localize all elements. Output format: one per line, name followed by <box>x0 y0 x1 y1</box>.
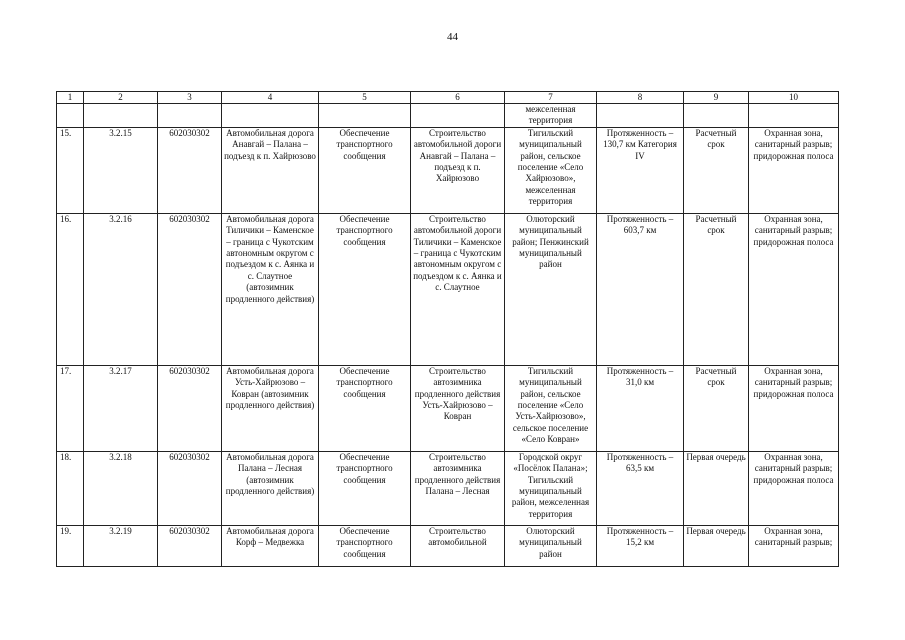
zones: Охранная зона, санитарный разрыв; придорожная полоса <box>749 213 839 365</box>
table-cell <box>84 104 158 128</box>
activity: Строительство автомобильной <box>411 525 505 566</box>
item-code: 3.2.17 <box>84 365 158 451</box>
timeline: Расчетный срок <box>684 127 749 213</box>
item-code: 3.2.18 <box>84 451 158 525</box>
table-row <box>57 451 839 525</box>
header-cell: 4 <box>222 92 319 104</box>
header-cell: 2 <box>84 92 158 104</box>
header-cell: 1 <box>57 92 84 104</box>
object-name: Автомобильная дорога Усть-Хайрюзово – Ковран (автозимник продленного действия) <box>222 365 319 451</box>
activity: Строительство автомобильной дороги Анавгай – Палана – подъезд к п. Хайрюзово <box>411 127 505 213</box>
purpose: Обеспечение транспортного сообщения <box>319 213 411 365</box>
table-cell <box>597 104 684 128</box>
row-number: 19. <box>57 525 84 566</box>
table-row <box>57 525 839 566</box>
object-name: Автомобильная дорога Анавгай – Палана – подъезд к п. Хайрюзово <box>222 127 319 213</box>
table-cell <box>158 104 222 128</box>
table-cell <box>749 104 839 128</box>
table-cell <box>684 104 749 128</box>
header-cell: 7 <box>505 92 597 104</box>
continuation-row <box>57 104 839 128</box>
item-code: 3.2.15 <box>84 127 158 213</box>
object-name: Автомобильная дорога Палана – Лесная (автозимник продленного действия) <box>222 451 319 525</box>
characteristics: Протяженность – 63,5 км <box>597 451 684 525</box>
zones: Охранная зона, санитарный разрыв; придорожная полоса <box>749 127 839 213</box>
activity: Строительство автомобильной дороги Тиличики – Каменское – граница с Чукотским автономным округом с подъездом к с. Аянка и с. Слаутное <box>411 213 505 365</box>
data-table <box>56 91 839 567</box>
header-cell: 8 <box>597 92 684 104</box>
table-cell <box>57 104 84 128</box>
zones: Охранная зона, санитарный разрыв; <box>749 525 839 566</box>
table-cell <box>411 104 505 128</box>
row-number: 16. <box>57 213 84 365</box>
purpose: Обеспечение транспортного сообщения <box>319 365 411 451</box>
row-number: 17. <box>57 365 84 451</box>
characteristics: Протяженность – 15,2 км <box>597 525 684 566</box>
timeline: Расчетный срок <box>684 365 749 451</box>
timeline: Первая очередь <box>684 525 749 566</box>
zones: Охранная зона, санитарный разрыв; придорожная полоса <box>749 365 839 451</box>
activity: Строительство автозимника продленного действия Палана – Лесная <box>411 451 505 525</box>
characteristics: Протяженность – 603,7 км <box>597 213 684 365</box>
row-number: 15. <box>57 127 84 213</box>
characteristics: Протяженность – 31,0 км <box>597 365 684 451</box>
header-row <box>57 92 839 104</box>
table-cell <box>222 104 319 128</box>
item-code: 3.2.16 <box>84 213 158 365</box>
timeline: Первая очередь <box>684 451 749 525</box>
classifier-code: 602030302 <box>158 451 222 525</box>
table-row <box>57 127 839 213</box>
classifier-code: 602030302 <box>158 525 222 566</box>
timeline: Расчетный срок <box>684 213 749 365</box>
purpose: Обеспечение транспортного сообщения <box>319 525 411 566</box>
location: Тигильский муниципальный район, сельское поселение «Село Усть-Хайрюзово», сельское поселение «Село Ковран» <box>505 365 597 451</box>
purpose: Обеспечение транспортного сообщения <box>319 451 411 525</box>
zones: Охранная зона, санитарный разрыв; придорожная полоса <box>749 451 839 525</box>
object-name: Автомобильная дорога Корф – Медвежка <box>222 525 319 566</box>
header-cell: 10 <box>749 92 839 104</box>
header-cell: 5 <box>319 92 411 104</box>
classifier-code: 602030302 <box>158 213 222 365</box>
location: Олюторский муниципальный район; Пенжинский муниципальный район <box>505 213 597 365</box>
object-name: Автомобильная дорога Тиличики – Каменское – граница с Чукотским автономным округом с подъездом к с. Аянка и с. Слаутное (автозимник продленного действия) <box>222 213 319 365</box>
location: Тигильский муниципальный район, сельское поселение «Село Хайрюзово», межселенная территория <box>505 127 597 213</box>
purpose: Обеспечение транспортного сообщения <box>319 127 411 213</box>
item-code: 3.2.19 <box>84 525 158 566</box>
row-number: 18. <box>57 451 84 525</box>
activity: Строительство автозимника продленного действия Усть-Хайрюзово – Ковран <box>411 365 505 451</box>
location: Олюторский муниципальный район <box>505 525 597 566</box>
table-row <box>57 213 839 365</box>
classifier-code: 602030302 <box>158 365 222 451</box>
characteristics: Протяженность – 130,7 км Категория IV <box>597 127 684 213</box>
page-number: 44 <box>447 31 458 43</box>
classifier-code: 602030302 <box>158 127 222 213</box>
header-cell: 3 <box>158 92 222 104</box>
header-cell: 9 <box>684 92 749 104</box>
location: Городской округ «Посёлок Палана»; Тигильский муниципальный район, межселенная территория <box>505 451 597 525</box>
table-cell: межселенная территория <box>505 104 597 128</box>
table-row <box>57 365 839 451</box>
header-cell: 6 <box>411 92 505 104</box>
table-cell <box>319 104 411 128</box>
